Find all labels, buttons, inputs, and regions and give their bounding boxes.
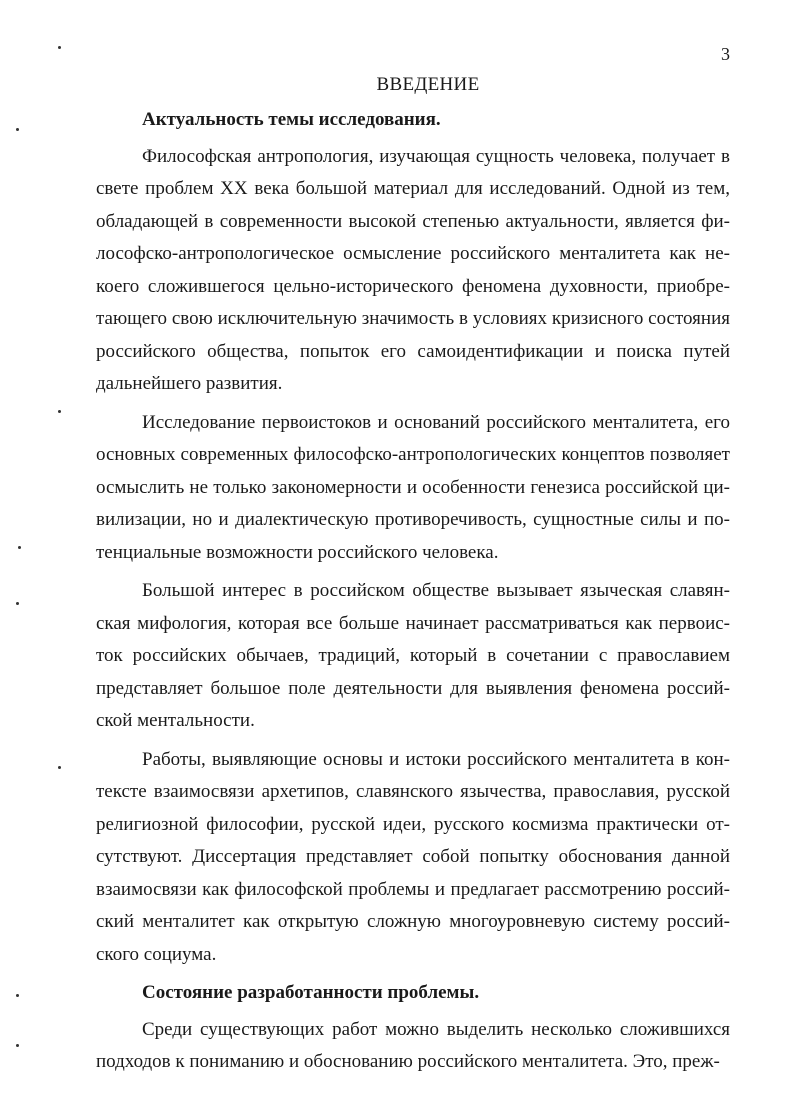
scan-speck [16,602,19,605]
section-heading: Актуальность темы исследования. [142,109,441,130]
section-heading: Состояние разработанности проблемы. [142,982,480,1003]
scan-speck [58,766,61,769]
paragraph: Философская антропология, изучающая сущность человека, получает в свете проблем XX века большой материал для исследований. Одной из тем, обладающей в современности высокой степенью актуальности, является философско-антропологическое осмысление российского менталитета как некоего сложившегося цельно-исторического феномена духовности, приобретающего свою исключительную значимость в условиях кризисного состояния российского общества, попыток его самоидентификации и поиска путей дальнейшего развития. [96,145,730,394]
paragraph: Большой интерес в российском обществе вызывает языческая славянская мифология, которая все больше начинает рассматриваться как первоисток российских обычаев, традиций, который в сочетании с православием представляет большое поле деятельности для выявления феномена российской ментальности. [96,580,730,731]
scan-speck [16,1044,19,1047]
paragraph: Исследование первоистоков и оснований российского менталитета, его основных современных философско-антропологических концептов позволяет осмыслить не только закономерности и особенности генезиса российской цивилизации, но и диалектическую противоречивость, сущностные силы и потенциальные возможности российского человека. [96,411,730,563]
scan-speck [16,128,19,131]
scan-speck [16,994,19,997]
page-number: 3 [721,44,730,64]
scan-speck [58,410,61,413]
document-body [96,104,730,1085]
paragraph: Работы, выявляющие основы и истоки российского менталитета в контексте взаимосвязи архетипов, славянского язычества, православия, русской религиозной философии, русской идеи, русского космизма практически отсутствуют. Диссертация представляет собой попытку обоснования данной взаимосвязи как философской проблемы и предлагает рассмотрению российский менталитет как открытую сложную многоуровневую систему российского социума. [96,748,730,965]
paragraph: Среди существующих работ можно выделить несколько сложившихся подходов к пониманию и обоснованию российского менталитета. Это, преж- [96,1018,730,1072]
scan-speck [58,46,61,49]
scan-speck [18,546,21,549]
page-title: ВВЕДЕНИЕ [376,74,480,95]
